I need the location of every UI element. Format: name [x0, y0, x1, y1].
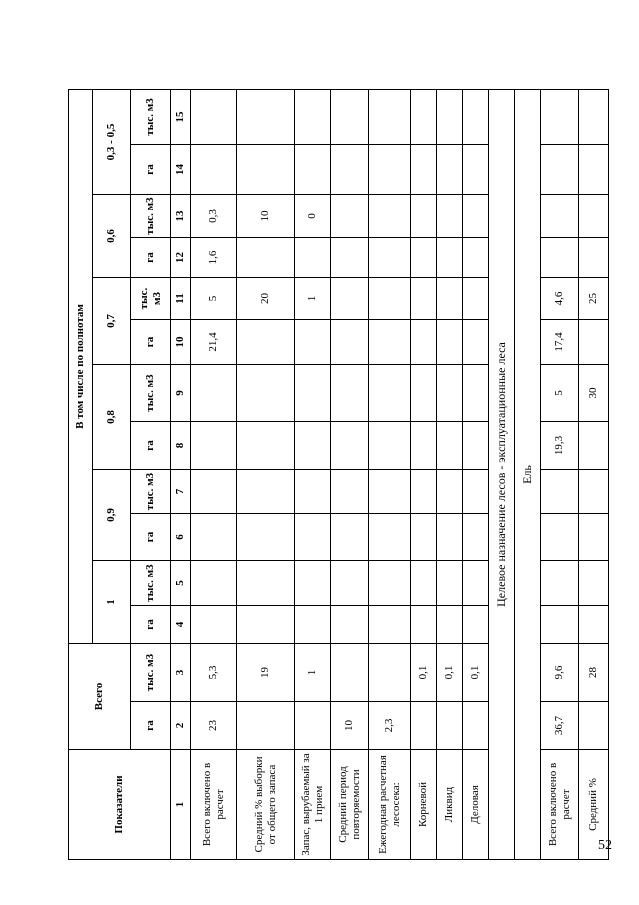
- column-number: 1: [171, 750, 191, 860]
- column-number: 5: [171, 561, 191, 606]
- table-cell: [541, 238, 579, 278]
- table-cell: 9,6: [541, 644, 579, 702]
- column-number: 13: [171, 195, 191, 238]
- table-cell: [437, 702, 463, 750]
- table-cell: [541, 195, 579, 238]
- table-cell: 0,1: [411, 644, 437, 702]
- table-cell: [579, 320, 609, 365]
- table-cell: [191, 561, 237, 606]
- table-cell: 36,7: [541, 702, 579, 750]
- table-cell: [369, 145, 411, 195]
- table-cell: [463, 514, 489, 561]
- table-cell: [295, 561, 331, 606]
- table-cell: [237, 470, 295, 514]
- unit-m3-header: тыс. м3: [131, 561, 171, 606]
- table-cell: [541, 145, 579, 195]
- rotated-table-container: [68, 90, 600, 860]
- table-cell: [369, 278, 411, 320]
- table-row: [295, 89, 331, 859]
- row-label: Корневой: [411, 750, 437, 860]
- row-label: Всего включено в расчет: [541, 750, 579, 860]
- column-number: 15: [171, 89, 191, 144]
- table-cell: [463, 320, 489, 365]
- table-rotator: [68, 90, 600, 860]
- unit-m3-header: тыс. м3: [131, 365, 171, 422]
- table-cell: [463, 470, 489, 514]
- table-cell: [579, 470, 609, 514]
- table-cell: 1: [295, 278, 331, 320]
- unit-ha-header: га: [131, 422, 171, 470]
- unit-m3-header: тыс. м3: [131, 89, 171, 144]
- table-cell: [237, 89, 295, 144]
- table-cell: [237, 365, 295, 422]
- table-cell: [369, 470, 411, 514]
- table-cell: [369, 195, 411, 238]
- species-title: Ель: [515, 89, 541, 859]
- column-number: 7: [171, 470, 191, 514]
- unit-header-row: [131, 89, 171, 859]
- table-cell: [579, 514, 609, 561]
- table-row: [191, 89, 237, 859]
- table-cell: 28: [579, 644, 609, 702]
- column-number: 3: [171, 644, 191, 702]
- unit-m3-header: тыс. м3: [131, 195, 171, 238]
- table-cell: [369, 644, 411, 702]
- table-cell: [437, 238, 463, 278]
- table-cell: [411, 561, 437, 606]
- table-cell: [579, 195, 609, 238]
- header-by-density: В том числе по полнотам: [69, 89, 93, 643]
- table-cell: [369, 365, 411, 422]
- table-cell: [331, 561, 369, 606]
- density-header: 0,6: [93, 195, 131, 278]
- table-cell: 5: [541, 365, 579, 422]
- density-header: 0,8: [93, 365, 131, 470]
- table-cell: [191, 422, 237, 470]
- table-cell: [331, 422, 369, 470]
- unit-ha-header: га: [131, 238, 171, 278]
- table-cell: [295, 606, 331, 644]
- table-cell: [541, 89, 579, 144]
- table-cell: [463, 606, 489, 644]
- table-cell: 19,3: [541, 422, 579, 470]
- allowable-cut-table: [68, 89, 609, 860]
- table-row: [463, 89, 489, 859]
- table-cell: [437, 561, 463, 606]
- table-row: [331, 89, 369, 859]
- table-row: [541, 89, 579, 859]
- table-cell: [437, 422, 463, 470]
- table-cell: [191, 145, 237, 195]
- table-cell: [463, 238, 489, 278]
- table-cell: [237, 702, 295, 750]
- table-cell: [331, 514, 369, 561]
- table-cell: 4,6: [541, 278, 579, 320]
- row-label: Запас, вырубаемый за 1 прием: [295, 750, 331, 860]
- density-header: 0,3 - 0,5: [93, 89, 131, 194]
- table-cell: [437, 278, 463, 320]
- table-row: [411, 89, 437, 859]
- table-cell: [295, 702, 331, 750]
- table-cell: [237, 561, 295, 606]
- table-cell: [237, 145, 295, 195]
- column-number: 8: [171, 422, 191, 470]
- column-number: 4: [171, 606, 191, 644]
- unit-m3-header: тыс. м3: [131, 278, 171, 320]
- table-cell: [369, 320, 411, 365]
- table-cell: 1: [295, 644, 331, 702]
- table-cell: [237, 320, 295, 365]
- table-cell: [463, 561, 489, 606]
- row-label: Средний период повторяемости: [331, 750, 369, 860]
- table-cell: [237, 238, 295, 278]
- table-cell: 10: [237, 195, 295, 238]
- table-row: [237, 89, 295, 859]
- table-cell: [331, 145, 369, 195]
- table-cell: [369, 422, 411, 470]
- table-cell: [237, 606, 295, 644]
- column-number: 2: [171, 702, 191, 750]
- table-cell: [369, 561, 411, 606]
- table-cell: [295, 238, 331, 278]
- column-number: 12: [171, 238, 191, 278]
- column-number-row: [171, 89, 191, 859]
- table-cell: [541, 606, 579, 644]
- table-cell: 0,1: [463, 644, 489, 702]
- row-label: Всего включено в расчет: [191, 750, 237, 860]
- table-cell: 25: [579, 278, 609, 320]
- table-cell: [437, 514, 463, 561]
- table-cell: [295, 470, 331, 514]
- table-cell: 5: [191, 278, 237, 320]
- table-cell: [369, 238, 411, 278]
- table-cell: [369, 606, 411, 644]
- section-title: Целевое назначение лесов - эксплуатационные леса: [489, 89, 515, 859]
- table-cell: 19: [237, 644, 295, 702]
- table-row: [579, 89, 609, 859]
- table-cell: [295, 514, 331, 561]
- table-cell: [191, 470, 237, 514]
- table-cell: 17,4: [541, 320, 579, 365]
- table-cell: [463, 195, 489, 238]
- table-cell: [579, 561, 609, 606]
- table-row: [369, 89, 411, 859]
- row-label: Деловая: [463, 750, 489, 860]
- table-cell: 10: [331, 702, 369, 750]
- table-cell: [191, 606, 237, 644]
- table-row: [437, 89, 463, 859]
- unit-ha-header: га: [131, 606, 171, 644]
- table-cell: [463, 145, 489, 195]
- table-cell: [411, 606, 437, 644]
- table-cell: [191, 514, 237, 561]
- row-label: Ликвид: [437, 750, 463, 860]
- table-cell: [437, 195, 463, 238]
- table-cell: [331, 470, 369, 514]
- column-number: 6: [171, 514, 191, 561]
- table-cell: [437, 470, 463, 514]
- table-cell: [437, 365, 463, 422]
- density-header: 0,7: [93, 278, 131, 365]
- table-cell: [437, 606, 463, 644]
- unit-ha-header: га: [131, 514, 171, 561]
- table-cell: [541, 514, 579, 561]
- table-cell: [411, 195, 437, 238]
- table-cell: [191, 89, 237, 144]
- table-cell: [411, 470, 437, 514]
- table-cell: [411, 278, 437, 320]
- table-cell: [191, 365, 237, 422]
- table-cell: [331, 644, 369, 702]
- row-label: Средний %: [579, 750, 609, 860]
- table-cell: [331, 320, 369, 365]
- column-number: 9: [171, 365, 191, 422]
- column-number: 10: [171, 320, 191, 365]
- table-cell: [295, 89, 331, 144]
- table-cell: [411, 702, 437, 750]
- table-body-bottom: [541, 89, 609, 859]
- table-cell: [579, 238, 609, 278]
- table-cell: [437, 89, 463, 144]
- table-cell: [579, 89, 609, 144]
- table-cell: [411, 514, 437, 561]
- table-cell: 20: [237, 278, 295, 320]
- table-cell: [463, 365, 489, 422]
- table-cell: [411, 89, 437, 144]
- table-cell: [463, 422, 489, 470]
- row-label: Ежегодная расчетная лесосека:: [369, 750, 411, 860]
- row-label: Средний % выборки от общего запаса: [237, 750, 295, 860]
- table-cell: 30: [579, 365, 609, 422]
- unit-m3-header: тыс. м3: [131, 470, 171, 514]
- table-cell: [579, 422, 609, 470]
- unit-ha-header: га: [131, 320, 171, 365]
- table-cell: [369, 89, 411, 144]
- unit-ha-header: га: [131, 702, 171, 750]
- table-cell: [579, 702, 609, 750]
- table-cell: [331, 278, 369, 320]
- table-cell: [331, 606, 369, 644]
- table-cell: [437, 320, 463, 365]
- table-cell: [331, 365, 369, 422]
- density-header: 0,9: [93, 470, 131, 561]
- table-cell: [437, 145, 463, 195]
- table-cell: [295, 365, 331, 422]
- table-cell: 0,3: [191, 195, 237, 238]
- unit-m3-header: тыс. м3: [131, 644, 171, 702]
- table-cell: [295, 422, 331, 470]
- table-cell: [295, 320, 331, 365]
- table-cell: [331, 89, 369, 144]
- table-cell: [463, 702, 489, 750]
- table-cell: [411, 145, 437, 195]
- header-indicators: Показатели: [69, 750, 171, 860]
- page-number: 52: [598, 838, 612, 853]
- table-cell: [411, 365, 437, 422]
- table-cell: [411, 320, 437, 365]
- table-cell: 23: [191, 702, 237, 750]
- table-cell: 1,6: [191, 238, 237, 278]
- table-cell: 0: [295, 195, 331, 238]
- density-header: 1: [93, 561, 131, 644]
- header-total: Всего: [69, 644, 131, 750]
- table-cell: [463, 278, 489, 320]
- table-cell: [237, 422, 295, 470]
- table-cell: 2,3: [369, 702, 411, 750]
- table-cell: [295, 145, 331, 195]
- table-cell: [411, 422, 437, 470]
- table-cell: [369, 514, 411, 561]
- table-cell: [579, 145, 609, 195]
- column-number: 14: [171, 145, 191, 195]
- table-cell: 21,4: [191, 320, 237, 365]
- table-cell: [331, 238, 369, 278]
- table-cell: [541, 470, 579, 514]
- table-cell: [463, 89, 489, 144]
- table-cell: 0,1: [437, 644, 463, 702]
- table-cell: [541, 561, 579, 606]
- table-cell: [411, 238, 437, 278]
- table-cell: [331, 195, 369, 238]
- table-cell: [237, 514, 295, 561]
- column-number: 11: [171, 278, 191, 320]
- table-cell: [579, 606, 609, 644]
- unit-ha-header: га: [131, 145, 171, 195]
- table-body-top: [191, 89, 489, 859]
- table-cell: 5,3: [191, 644, 237, 702]
